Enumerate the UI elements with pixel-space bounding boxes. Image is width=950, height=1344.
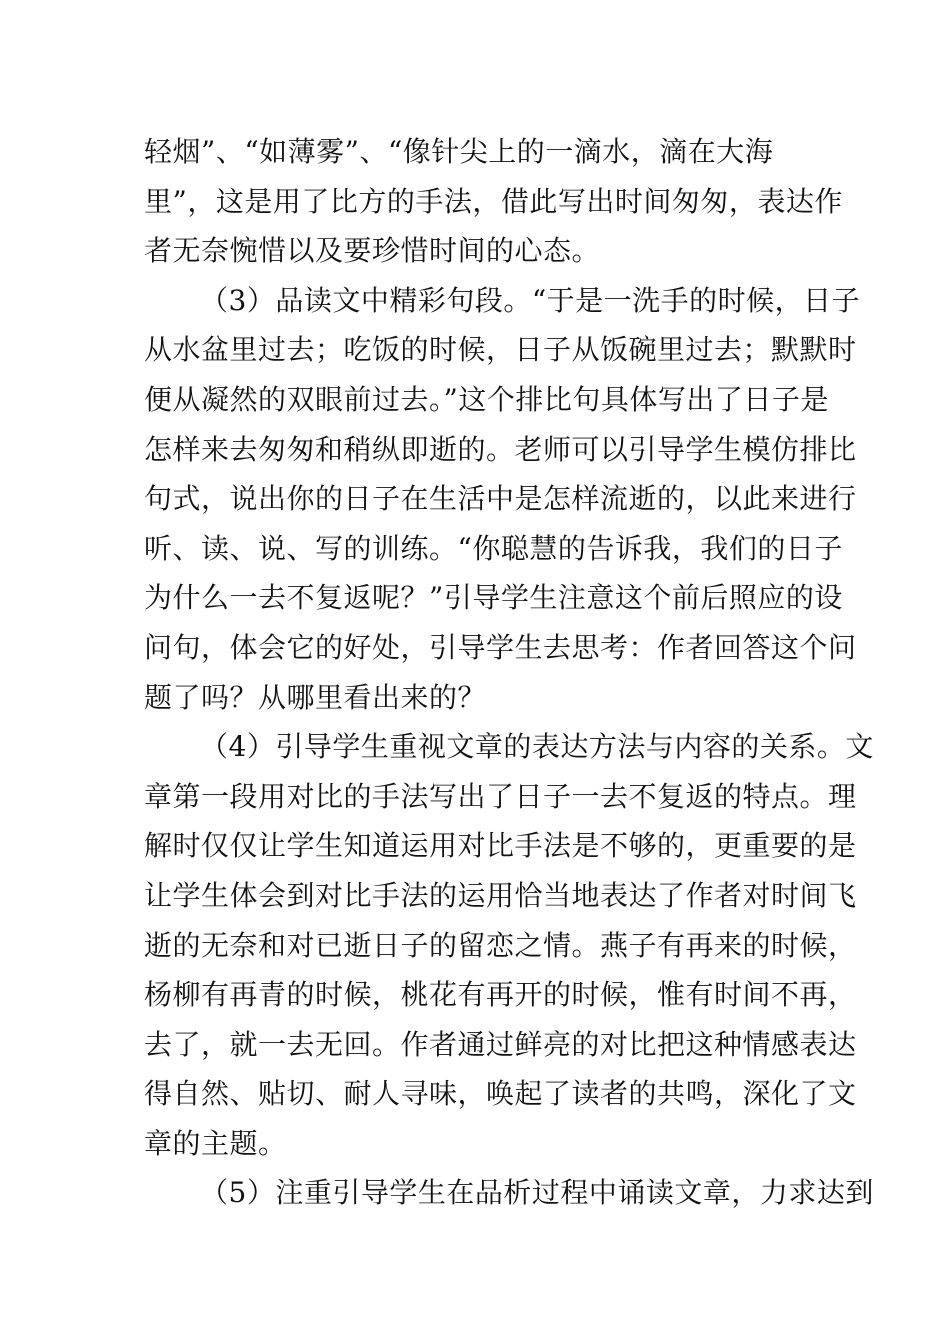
text-line: 逝的无奈和对已逝日子的留恋之情。燕子有再来的时候， [144,928,857,962]
text-line: 怎样来去匆匆和稍纵即逝的。老师可以引导学生模仿排比 [144,432,857,466]
text-line: 让学生体会到对比手法的运用恰当地表达了作者对时间飞 [144,878,857,912]
text-line: 去了，就一去无回。作者通过鲜亮的对比把这种情感表达 [144,1027,857,1061]
text-line: 问句，体会它的好处，引导学生去思考：作者回答这个问 [144,630,857,664]
text-line: 轻烟”、“如薄雾”、“像针尖上的一滴水，滴在大海 [144,135,774,168]
text-line: 者无奈惋惜以及要珍惜时间的心态。 [144,234,601,268]
paragraph-2 [144,276,861,722]
text-line: 为什么一去不复返呢？”引导学生注意这个前后照应的设 [144,581,843,615]
text-line: 章的主题。 [144,1126,287,1160]
paragraph-4 [144,1168,874,1218]
text-line: （5）注重引导学生在品析过程中诵读文章，力求达到 [200,1176,874,1210]
document-body [144,127,874,1218]
paragraph-3 [144,722,874,1168]
text-line: 解时仅仅让学生知道运用对比手法是不够的，更重要的是 [144,829,857,863]
text-line: 杨柳有再青的时候，桃花有再开的时候，惟有时间不再， [144,978,857,1012]
text-line: 句式，说出你的日子在生活中是怎样流逝的，以此来进行 [144,482,857,516]
text-line: 便从凝然的双眼前过去。”这个排比句具体写出了日子是 [144,382,829,416]
text-line: 从水盆里过去；吃饭的时候，日子从饭碗里过去；默默时 [144,333,857,367]
paragraph-1 [144,127,843,276]
text-line: （3）品读文中精彩句段。“于是一洗手的时候，日子 [200,283,861,317]
text-line: （4）引导学生重视文章的表达方法与内容的关系。文 [200,730,874,764]
text-line: 得自然、贴切、耐人寻味，唤起了读者的共鸣，深化了文 [144,1077,857,1111]
text-line: 听、读、说、写的训练。“你聪慧的告诉我，我们的日子 [144,531,843,565]
text-line: 章第一段用对比的手法写出了日子一去不复返的特点。理 [144,779,857,813]
text-line: 里”，这是用了比方的手法，借此写出时间匆匆，表达作 [144,184,843,218]
text-line: 题了吗？从哪里看出来的？ [144,680,487,714]
